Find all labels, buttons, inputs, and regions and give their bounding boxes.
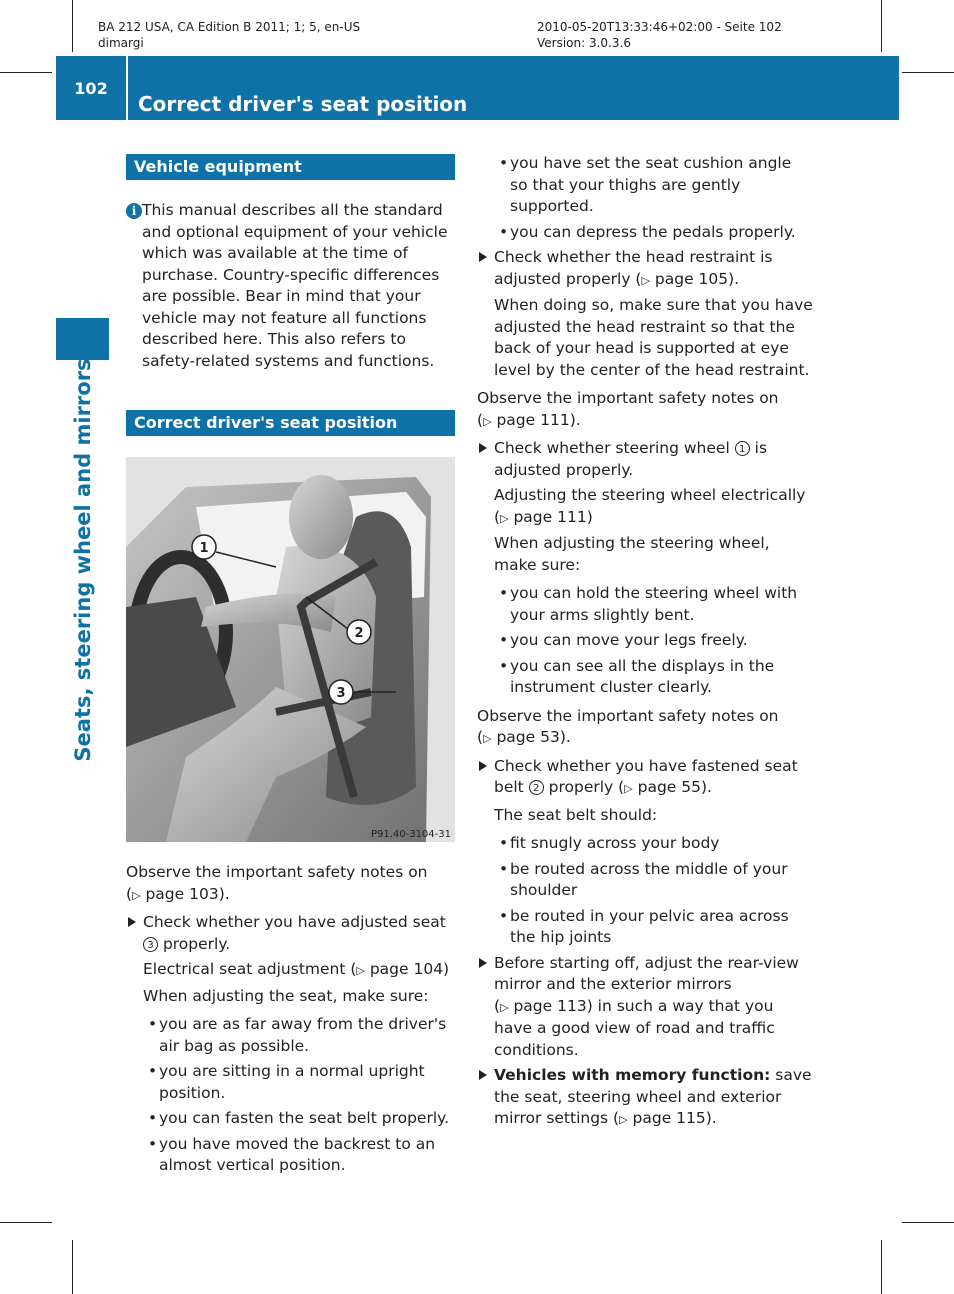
step-head-restraint <box>477 247 813 291</box>
safety-note-text: Observe the important safety notes on <box>477 706 779 725</box>
list-item: • be routed across the middle of your shoulder <box>477 859 813 902</box>
page-ref-icon: ▷ <box>619 1113 628 1126</box>
print-meta-right <box>537 19 782 51</box>
step-text: Check whether the head restraint is adjusted properly ( <box>494 248 773 288</box>
step-arrow-icon <box>479 252 487 262</box>
left-column-body <box>126 862 460 1177</box>
page-ref: page 115). <box>632 1109 717 1127</box>
page-ref: page 55). <box>637 778 712 796</box>
crop-mark <box>881 1240 882 1294</box>
meta-author: dimargi <box>98 36 144 50</box>
step-arrow-icon <box>479 958 487 968</box>
list-item: • fit snugly across your body <box>477 833 813 855</box>
illustration-graphic <box>126 457 455 842</box>
wheel-electric-ref: Adjusting the steering wheel electrically (▷ page 111) <box>494 486 806 526</box>
list-item: • you can fasten the seat belt properly. <box>126 1108 460 1130</box>
list-item: • you have moved the backrest to an almost vertical position. <box>126 1134 460 1177</box>
side-chapter-label <box>56 358 109 762</box>
figure-code: P91.40-3104-31 <box>370 829 451 840</box>
belt-checklist-intro: The seat belt should: <box>494 805 658 824</box>
safety-note: Observe the important safety notes on (▷ page 53). <box>477 706 779 746</box>
list-item: • you are sitting in a normal upright position. <box>126 1061 460 1104</box>
info-note <box>126 200 460 372</box>
step-text-end: properly. <box>162 934 231 953</box>
meta-edition: BA 212 USA, CA Edition B 2011; 1; 5, en-US <box>98 20 361 34</box>
page-ref: page 53). <box>496 728 571 746</box>
head-restraint-note: When doing so, make sure that you have adjusted the head restraint so that the back of your head is supported at eye level by the center of the head restraint. <box>494 296 813 379</box>
step-mirrors: Before starting off, adjust the rear-view mirror and the exterior mirrors (▷ page 113) in such a way that you have a good view of road and traffic conditions. <box>477 953 813 1062</box>
callout-2-label: 2 <box>354 626 364 641</box>
callout-3-label: 3 <box>336 686 346 701</box>
crop-mark <box>902 1222 954 1223</box>
page-ref-icon: ▷ <box>483 732 492 745</box>
info-icon: i <box>126 203 142 219</box>
ref-text: Adjusting the steering wheel electrically <box>494 486 806 504</box>
crop-mark <box>72 1240 73 1294</box>
right-column-body <box>477 153 813 1131</box>
step-seat-belt <box>477 756 813 800</box>
driver-seat-illustration <box>126 457 455 842</box>
crop-mark <box>0 1222 52 1223</box>
callout-1-label: 1 <box>199 541 209 556</box>
crop-mark <box>0 72 52 73</box>
safety-note-text: Observe the important safety notes on <box>126 863 428 881</box>
step-text: Check whether steering wheel <box>494 439 730 457</box>
page-ref-icon: ▷ <box>500 511 509 525</box>
print-meta-left <box>98 19 360 51</box>
page-ref-icon: ▷ <box>500 1000 509 1014</box>
page-ref: page 104) <box>369 960 450 978</box>
page-ref: page 103). <box>145 884 230 903</box>
page-header <box>56 56 899 120</box>
page-ref-icon: ▷ <box>356 964 365 977</box>
side-tab-marker <box>56 318 109 360</box>
step-arrow-icon <box>128 917 136 927</box>
callout-ref-2: 2 <box>529 780 544 795</box>
step-text: Before starting off, adjust the rear-view mirror and the exterior mirrors <box>494 953 799 993</box>
page-ref-icon: ▷ <box>624 782 633 795</box>
list-item: • you can move your legs freely. <box>477 630 813 652</box>
page-ref: page 111) <box>513 507 593 526</box>
meta-timestamp: 2010-05-20T13:33:46+02:00 - Seite 102 <box>537 20 782 34</box>
chapter-title: Seats, steering wheel and mirrors <box>70 358 95 762</box>
list-item: • be routed in your pelvic area across the hip joints <box>477 906 813 949</box>
step-arrow-icon <box>479 443 487 453</box>
safety-note: Observe the important safety notes on (▷ page 111). <box>477 389 779 429</box>
list-item: • you are as far away from the driver's air bag as possible. <box>126 1014 460 1057</box>
page-ref: page 111). <box>496 410 581 429</box>
list-item: • you have set the seat cushion angle so that your thighs are gently supported. <box>477 153 813 218</box>
list-item: • you can depress the pedals properly. <box>477 222 813 244</box>
callout-ref-3: 3 <box>143 937 158 952</box>
step-text: Check whether you have adjusted seat <box>143 913 446 931</box>
step-text: save the seat, steering wheel and exterior mirror settings ( <box>494 1066 812 1127</box>
section-heading-seat-position: Correct driver's seat position <box>126 410 455 436</box>
page-ref: page 105). <box>654 269 740 288</box>
ref-text: Electrical seat adjustment ( <box>143 960 357 978</box>
list-item: • you can see all the displays in the instrument cluster clearly. <box>477 656 813 699</box>
step-arrow-icon <box>479 761 487 771</box>
list-item: • you can hold the steering wheel with your arms slightly bent. <box>477 583 813 626</box>
page-number: 102 <box>74 78 108 98</box>
page-ref-icon: ▷ <box>641 273 650 287</box>
seat-checklist-intro: When adjusting the seat, make sure: <box>143 986 429 1005</box>
page-ref-icon: ▷ <box>483 414 492 428</box>
crop-mark <box>902 72 954 73</box>
page-title: Correct driver's seat position <box>138 92 468 116</box>
electrical-seat-ref <box>126 959 460 982</box>
meta-version: Version: 3.0.3.6 <box>537 36 631 50</box>
step-bold-label: Vehicles with memory function: <box>494 1066 771 1084</box>
crop-mark <box>881 0 882 52</box>
step-arrow-icon <box>479 1070 487 1080</box>
step-text-mid: properly ( <box>548 778 625 796</box>
crop-mark <box>72 0 73 52</box>
callout-ref-1: 1 <box>735 441 750 456</box>
step-text: Check whether you have fastened seat belt <box>494 756 798 796</box>
safety-note: Observe the important safety notes on (▷ page 103). <box>126 863 428 903</box>
step-seat <box>126 912 460 955</box>
safety-note-text: Observe the important safety notes on <box>477 389 779 407</box>
step-memory-function <box>477 1065 813 1131</box>
step-steering-wheel <box>477 438 813 481</box>
step-text-end: page 113) in such a way that you have a good view of road and traffic conditions. <box>494 996 775 1059</box>
page-ref-icon: ▷ <box>132 888 141 902</box>
info-text: This manual describes all the standard and optional equipment of your vehicle which was available at the time of purchase. Country-specific differences are possible. Bear in mind that your vehicle may not feature all functions described here. This also refers to safety-related systems and functions. <box>142 201 448 370</box>
step-text-end: is adjusted properly. <box>494 439 768 479</box>
section-heading-vehicle-equipment: Vehicle equipment <box>126 154 455 180</box>
header-divider <box>126 56 128 120</box>
wheel-checklist-intro: When adjusting the steering wheel, make sure: <box>494 534 770 574</box>
